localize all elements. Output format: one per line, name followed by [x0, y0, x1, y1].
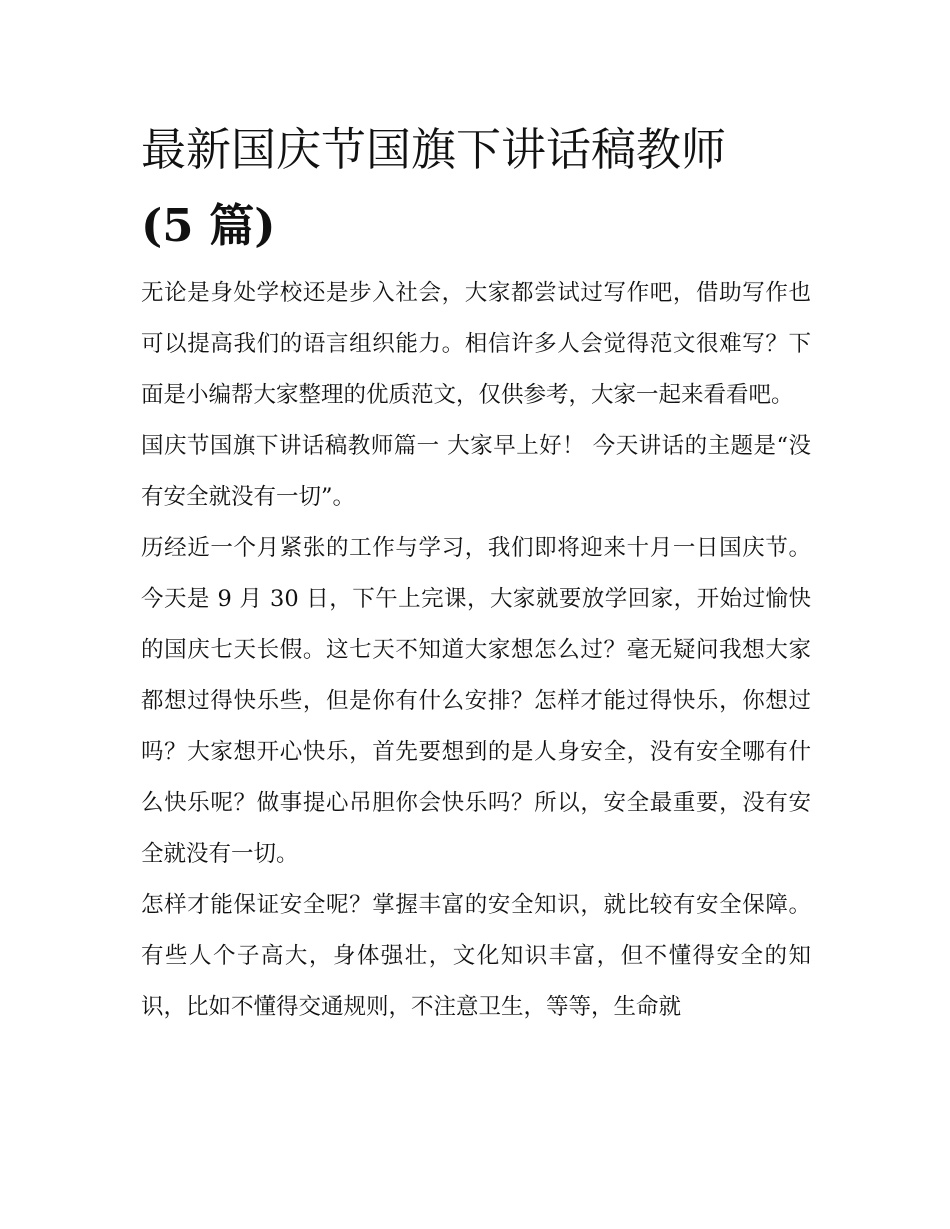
body-paragraph: 怎样才能保证安全呢？掌握丰富的安全知识，就比较有安全保障。有些人个子高大，身体强壮，文化知识丰富，但不懂得安全的知识，比如不懂得交通规则，不注意卫生，等等，生命就 [141, 892, 811, 1020]
body-paragraph: 历经近一个月紧张的工作与学习，我们即将迎来十月一日国庆节。今天是 9 月 30 日，下午上完课，大家就要放学回家，开始过愉快的国庆七天长假。这七天不知道大家想怎么过？毫无疑问我想大家都想过得快乐些，但是你有什么安排？怎样才能过得快乐，你想过吗？大家想开心快乐，首先要想到的是人身安全，没有安全哪有什么快乐呢？做事提心吊胆你会快乐吗？所以，安全最重要，没有安全就没有一切。 [141, 535, 811, 867]
document-title [141, 112, 811, 264]
speech-heading-paragraph: 国庆节国旗下讲话稿教师篇一 大家早上好！ 今天讲话的主题是“没有安全就没有一切”。 [141, 433, 811, 510]
document-title-main: 最新国庆节国旗下讲话稿教师 [141, 123, 727, 176]
intro-paragraph: 无论是身处学校还是步入社会，大家都尝试过写作吧，借助写作也可以提高我们的语言组织能力。相信许多人会觉得范文很难写？下面是小编帮大家整理的优质范文，仅供参考，大家一起来看看吧。 [141, 280, 811, 408]
document-title-tail: (5 篇) [141, 199, 276, 252]
document-body [141, 112, 811, 1033]
